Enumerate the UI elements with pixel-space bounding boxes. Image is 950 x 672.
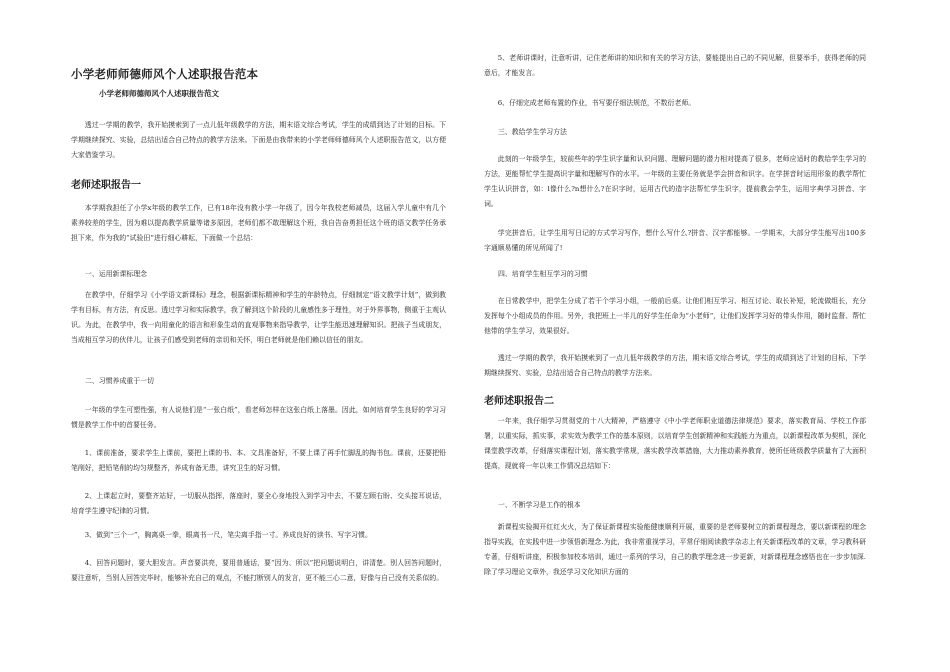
report1-paragraph-5: 2、上课起立时，要整齐站好，一切服从指挥，落座时，要全心身地投入到学习中去，不要左顾右盼、交头接耳说话，培育学生遵守纪律的习惯。 bbox=[71, 492, 446, 515]
report1-paragraph-1: 本学期我担任了小学x年级的教学工作，已有18年没有教小学一年级了，因今年我校老师减员，这届入学儿童中有几个素养较差的学生，因为难以提高教学质量等诸多原因，老师们都不敢理解这个班，我自告奋勇担任这个班的语文教学任务承担下来，作为我的“试验田”进行细心耕耘，下面做一个总结： bbox=[71, 204, 446, 242]
report2-paragraph-2: 新课程实验揭开红红火火，为了保证新课程实验能健康顺利开展，重要的是老师要树立的新课程理念，要以新课程的理念指导实践，在实践中进一步领悟新理念.为此，我非常重视学习，平常仔细阅读教学杂志上有关新课程改革的文章，学习教科研专著，仔细听讲座，积极参加校本培训，通过一系列的学习，自己的教学理念进一步更新，对新课程理念感悟也在一步步加深.除了学习理论文章外，我还学习文化知识方面的 bbox=[484, 523, 866, 576]
intro-paragraph: 透过一学期的教学，我开始摸索到了一点儿低年级教学的方法，期末语文综合考试，学生的成绩到达了计划的目标。下学期继续探究、实验，总结出适合自己特点的教学方法来。下面是由我带来的小学老师师德师风个人述职报告范文，以方便大家借鉴学习。 bbox=[71, 121, 446, 159]
report1-paragraph-8: 5、老师讲课时，注意听讲，记住老师讲的知识和有关的学习方法，要能提出自己的不同见解，但要举手，获得老师的同意后，才能发言。 bbox=[484, 54, 866, 77]
document-subtitle: 小学老师师德师风个人述职报告范文 bbox=[99, 89, 219, 98]
report1-paragraph-10: 此刻的一年级学生，较前些年的学生识字量和认识问题、理解问题的潜力相对提高了很多，老师应适时的教给学生学习的方法，更能帮忙学生提高识字量和理解写作的水平。一年级的主要任务就是学会拼音和识字。在学拼音时运用形象的教学帮忙学生认识拼音，如：l像什么?n想什么?在识字时，运用古代的造字法帮忙学生识字，提前教会学生，运用字典学习拼音、字词。 bbox=[484, 155, 866, 208]
report1-paragraph-13: 透过一学期的教学，我开始摸索到了一点儿低年级教学的方法，期末语文综合考试，学生的成绩到达了计划的目标，下学期继续探究、实验，总结出适合自己特点的教学方法来。 bbox=[484, 354, 866, 377]
report1-paragraph-12: 在日常教学中，把学生分成了若干个学习小组，一般前后桌。让他们相互学习、相互讨论、取长补短，轮流做组长，充分发挥每个小组成员的作用。另外，我把班上一半儿的好学生任命为“小老师”，让他们发挥学习好的带头作用，随时监督、帮忙他带的学生学习，效果很好。 bbox=[484, 297, 866, 335]
report1-paragraph-11: 学完拼音后，让学生用写日记的方式学习写作，想什么写什么?拼音、汉字都能够。一学期末，大部分学生能写出100多字通顺易懂的所见所闻了! bbox=[484, 229, 866, 252]
report1-paragraph-2: 在教学中，仔细学习《小学语文新课标》理念，根据新课标精神和学生的年龄特点，仔细制定“语文教学计划”，做到教学有目标，有方法，有反思。透过学习和实际教学，我了解到这个阶段的儿童感性多于理性，对于外界事物，侧重于主观认识。为此，在教学中，我一向用童化的语言和形象生动的直观事物来指导教学，让学生能迅速理解知识。把孩子当成朋友，当成相互学习的伙伴儿，让孩子们感受到老师的亲切和关怀，明白老师就是他们赖以信任的朋友。 bbox=[71, 291, 446, 344]
report1-paragraph-6: 3、做到“三个一”，胸离桌一拳，眼离书一尺，笔尖离手指一寸。养成良好的读书、写字习惯。 bbox=[84, 531, 372, 539]
report1-heading: 老师述职报告一 bbox=[71, 180, 141, 191]
report1-paragraph-4: 1、课前准备，要求学生上课前，要把上课的书、本、文具准备好，不要上课了再手忙脚乱的掏书包。课前，还要把铅笔削好，把铅笔削的均匀规整齐，养成有备无患，讲究卫生的好习惯。 bbox=[71, 449, 446, 472]
report1-paragraph-3: 一年级的学生可塑性强，有人说他们是“一张白纸”，看老师怎样在这张白纸上落墨。因此，如何培育学生良好的学习习惯是教学工作中的首要任务。 bbox=[71, 406, 446, 429]
report1-paragraph-7: 4、回答问题时，要大胆发言。声音要洪亮，要用普通话，要“因为、所以”把问题说明白，讲清楚。别人回答问题时，要注意听，当别人回答完毕时，能够补充自己的观点，不能打断别人的发言，更不能三心二意，好像与自己没有关系似的。 bbox=[71, 559, 446, 582]
report1-section-1-heading: 一、运用新课标理念 bbox=[85, 270, 148, 278]
report2-heading: 老师述职报告二 bbox=[484, 396, 554, 407]
report2-section-1-heading: 一、不断学习是工作的根本 bbox=[498, 501, 581, 509]
report2-paragraph-1: 一年来，我仔细学习贯彻党的十八大精神，严格遵守《中小学老师职业道德法律规范》要求，落实教育局、学校工作部署，以重实际，抓实事，求实效为教学工作的基本原则，以培育学生创新精神和实践能力为重点，以新课程改革为契机，深化课堂教学改革，仔细落实课程计划，落实教学常规，落实教学改革措施，大力推动素养教育，使所任班级教学质量有了大面积提高，现就将一年以来工作情况总结如下： bbox=[484, 417, 866, 470]
report1-paragraph-9: 6、仔细完成老师布置的作业，书写要仔细法规范，不数衍老师。 bbox=[497, 99, 696, 107]
report1-section-4-heading: 四、培育学生相互学习的习惯 bbox=[498, 270, 588, 278]
report1-section-3-heading: 三、教给学生学习方法 bbox=[498, 128, 567, 136]
report1-section-2-heading: 二、习惯养成重于一切 bbox=[85, 377, 154, 385]
document-title: 小学老师师德师风个人述职报告范本 bbox=[71, 67, 259, 81]
